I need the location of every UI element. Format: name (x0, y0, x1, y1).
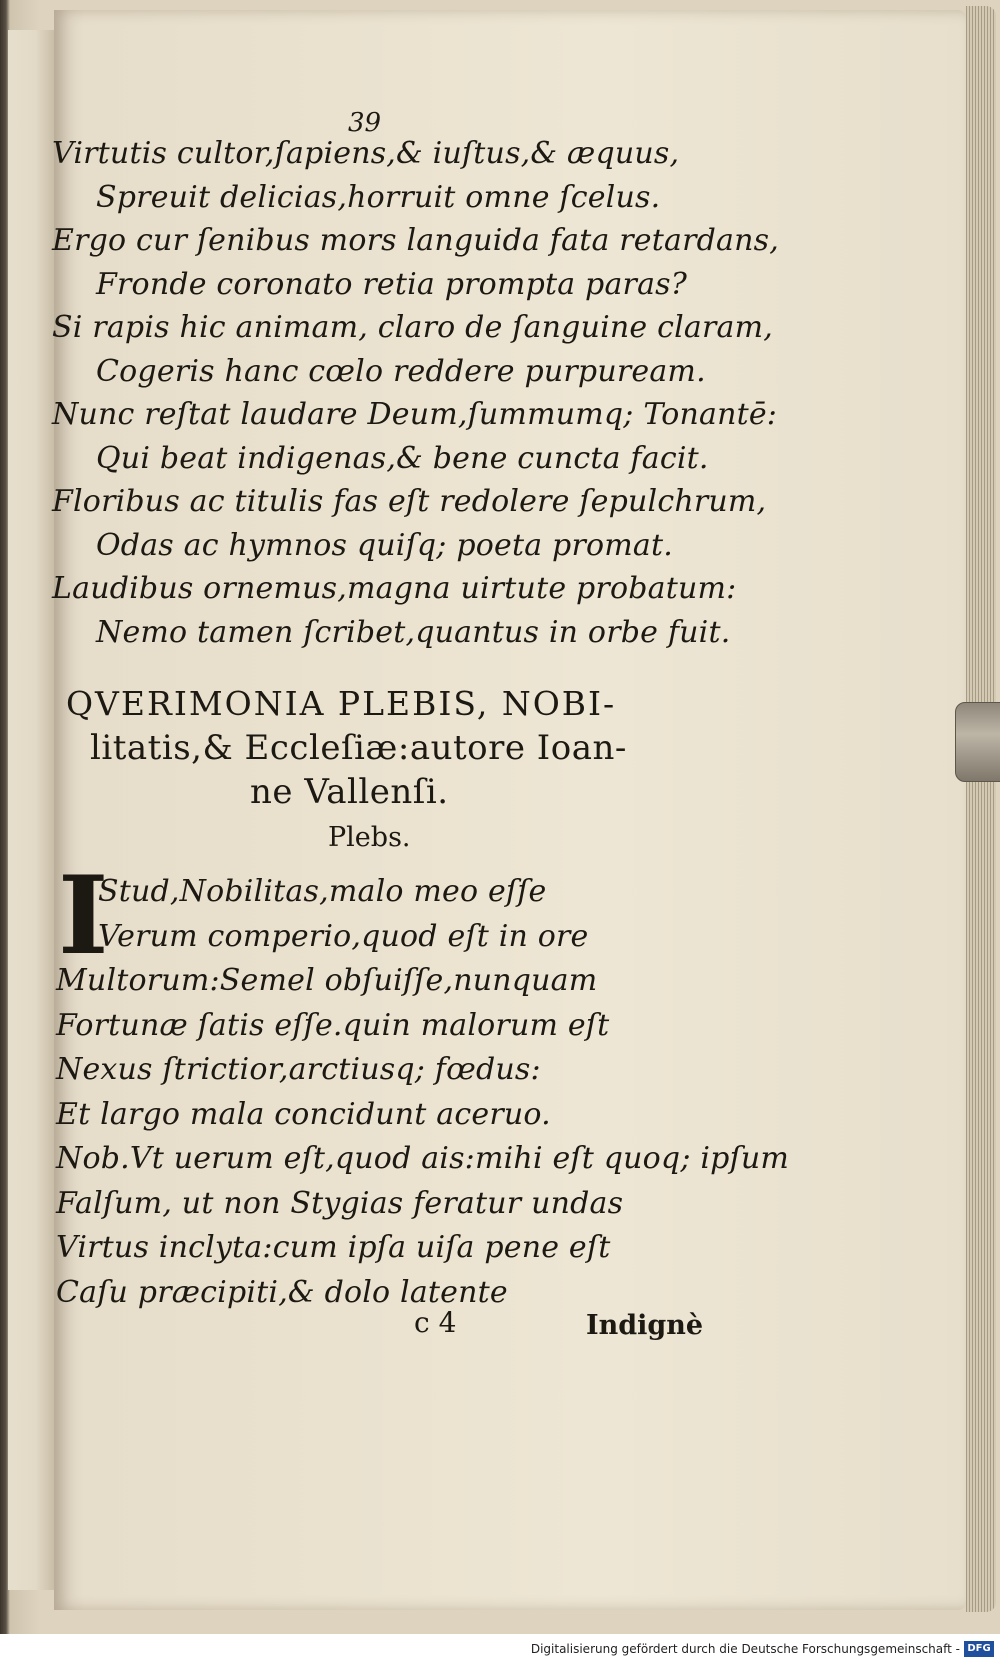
dfg-logo-icon: DFG (964, 1641, 994, 1657)
poem-line: Spreuit delicias,horruit omne ſcelus. (96, 179, 661, 215)
dialogue-line: Nob.Vt uerum eſt,quod ais:mihi eſt quoq; ipſum (56, 1141, 790, 1176)
poem-line: Odas ac hymnos quiſq; poeta promat. (96, 527, 673, 563)
dialogue-line: Caſu præcipiti,& dolo latente (56, 1274, 508, 1310)
section-heading-line2: litatis,& Eccleſiæ:autore Ioan- (90, 728, 627, 768)
speaker-label: Plebs. (328, 822, 411, 853)
poem-line: Nemo tamen ſcribet,quantus in orbe fuit. (96, 614, 731, 650)
poem-line: Nunc reſtat laudare Deum,ſummumq; Tonantē: (52, 397, 778, 432)
dialogue-line: Nexus ſtrictior,arctiusq; fœdus: (56, 1052, 541, 1087)
dialogue-line: Fortunæ ſatis eſſe.quin malorum eſt (56, 1007, 610, 1043)
signature-mark: c 4 (414, 1306, 457, 1339)
poem-line: Virtutis cultor,ſapiens,& iuſtus,& æquus, (52, 136, 680, 171)
dialogue-line: Multorum:Semel obſuiſſe,nunquam (56, 963, 598, 998)
poem-line: Qui beat indigenas,& bene cuncta facit. (96, 440, 709, 476)
poem-line: Laudibus ornemus,magna uirtute probatum: (52, 571, 737, 606)
section-heading-line1: QVERIMONIA PLEBIS, NOBI- (66, 684, 617, 723)
digitization-footer (0, 1634, 1000, 1667)
poem-line: Ergo cur ſenibus mors languida fata retardans, (52, 223, 779, 258)
poem-line: Fronde coronato retia prompta paras? (96, 266, 688, 302)
drop-cap: I (58, 853, 109, 979)
poem-line: Cogeris hanc cœlo reddere purpuream. (96, 353, 706, 389)
dialogue-line: Virtus inclyta:cum ipſa uiſa pene eſt (56, 1230, 611, 1265)
dialogue-line: Et largo mala concidunt aceruo. (56, 1096, 551, 1132)
dialogue-line: Falſum, ut non Stygias feratur undas (56, 1185, 624, 1221)
poem-line: Floribus ac titulis fas eſt redolere ſepulchrum, (52, 484, 767, 519)
dialogue-line: Verum comperio,quod eſt in ore (98, 918, 589, 954)
page-number: 39 (348, 108, 382, 138)
catchword: Indignè (586, 1310, 704, 1341)
section-heading-line3: ne Vallenſi. (250, 772, 449, 812)
poem-line: Si rapis hic animam, claro de ſanguine claram, (52, 310, 773, 345)
dialogue-line: Stud,Nobilitas,malo meo eſſe (98, 874, 547, 909)
footer-credit: Digitalisierung gefördert durch die Deutsche Forschungsgemeinschaft - (530, 1642, 960, 1656)
